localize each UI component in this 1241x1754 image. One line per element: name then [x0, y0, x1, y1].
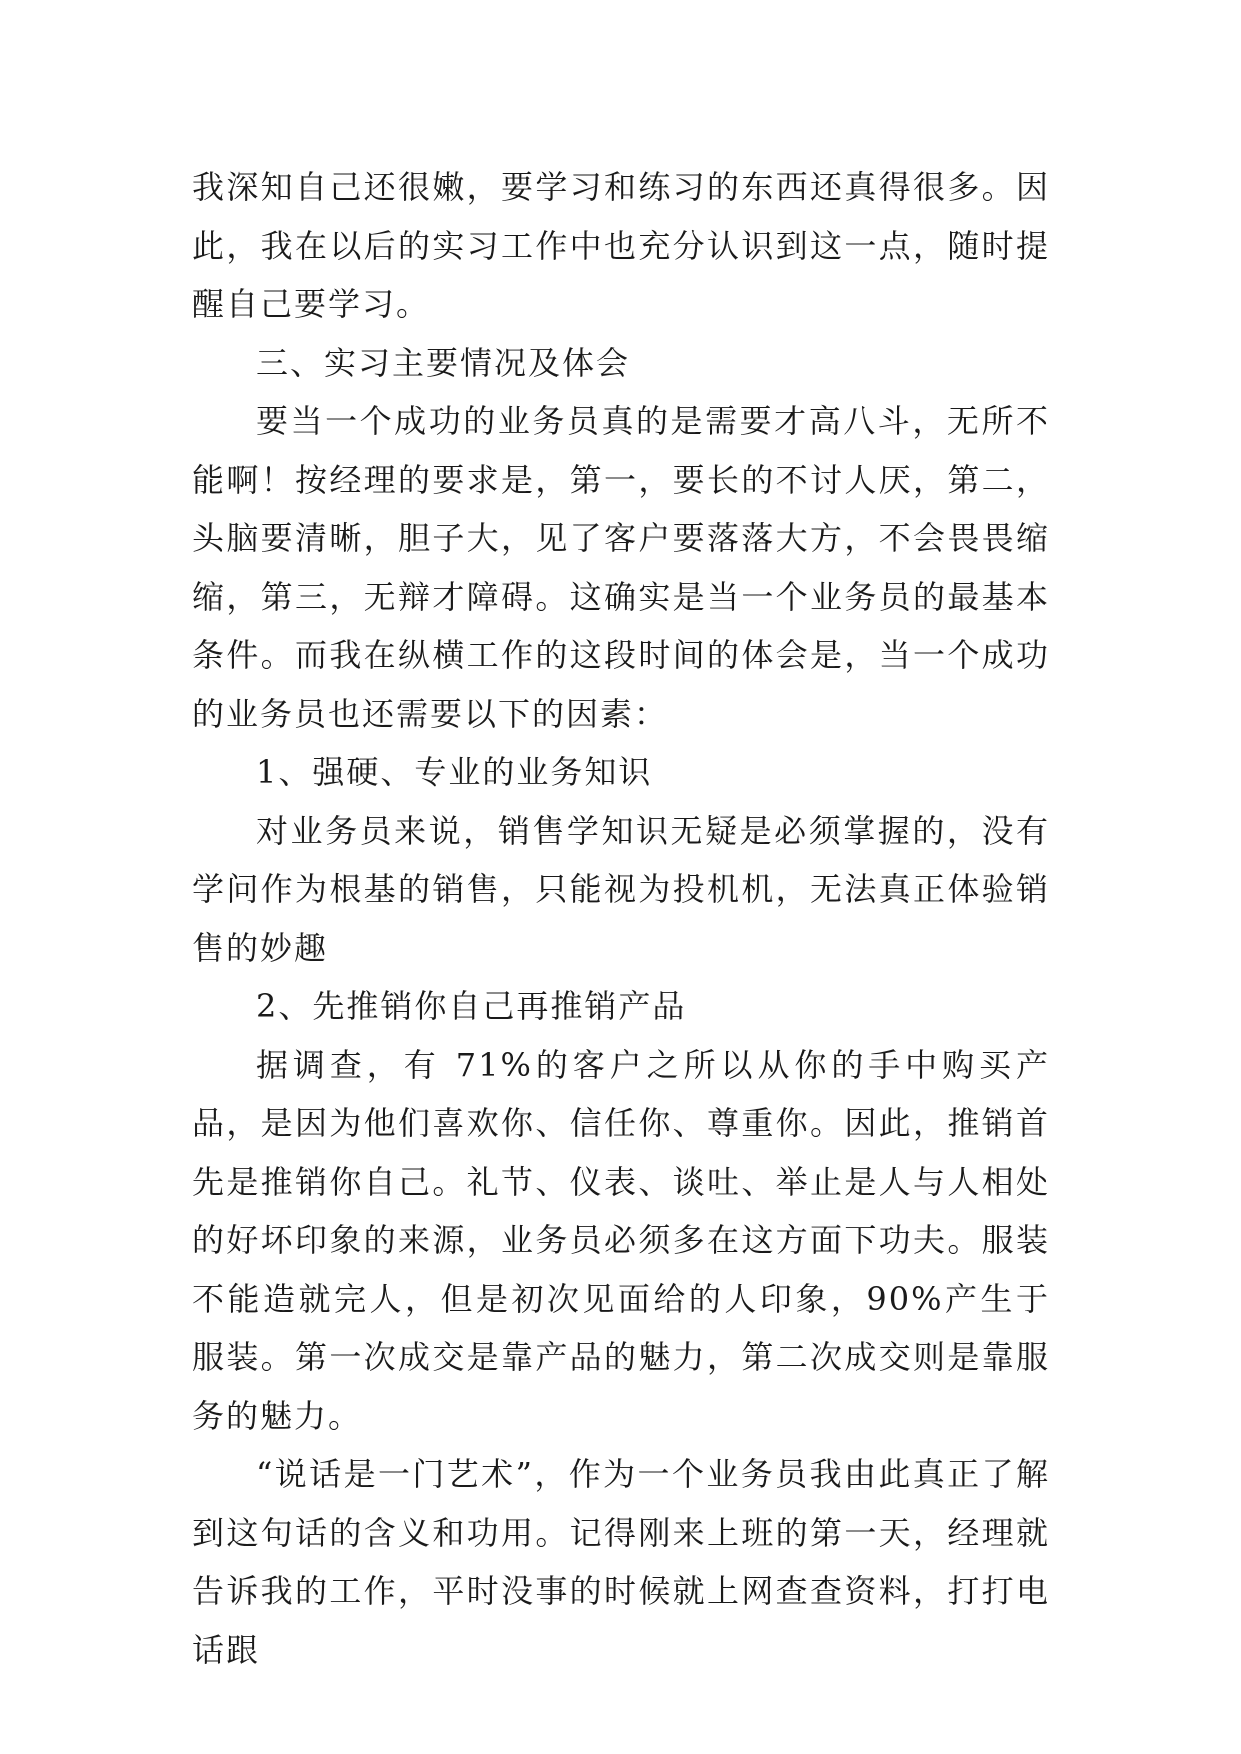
document-page — [192, 158, 1050, 1679]
paragraph-3: 对业务员来说，销售学知识无疑是必须掌握的，没有学问作为根基的销售，只能视为投机机，无法真正体验销售的妙趣 — [192, 811, 1050, 967]
paragraph-4: 据调查，有 71%的客户之所以从你的手中购买产品，是因为他们喜欢你、信任你、尊重你。因此，推销首先是推销你自己。礼节、仪表、谈吐、举止是人与人相处的好坏印象的来源，业务员必须多在这方面下功夫。服装不能造就完人，但是初次见面给的人印象，90%产生于服装。第一次成交是靠产品的魅力，第二次成交则是靠服务的魅力。 — [192, 1045, 1050, 1435]
subheading-1: 1、强硬、专业的业务知识 — [256, 753, 653, 791]
paragraph-2: 要当一个成功的业务员真的是需要才高八斗，无所不能啊！按经理的要求是，第一，要长的不讨人厌，第二，头脑要清晰，胆子大，见了客户要落落大方，不会畏畏缩缩，第三，无辩才障碍。这确实是当一个业务员的最基本条件。而我在纵横工作的这段时间的体会是，当一个成功的业务员也还需要以下的因素： — [192, 402, 1050, 733]
subheading-2: 2、先推销你自己再推销产品 — [256, 987, 687, 1025]
paragraph-5: “说话是一门艺术”，作为一个业务员我由此真正了解到这句话的含义和功用。记得刚来上班的第一天，经理就告诉我的工作，平时没事的时候就上网查查资料，打打电话跟 — [192, 1455, 1050, 1669]
paragraph-1: 我深知自己还很嫩，要学习和练习的东西还真得很多。因此，我在以后的实习工作中也充分认识到这一点，随时提醒自己要学习。 — [192, 168, 1050, 323]
section-heading-3: 三、实习主要情况及体会 — [256, 343, 631, 382]
